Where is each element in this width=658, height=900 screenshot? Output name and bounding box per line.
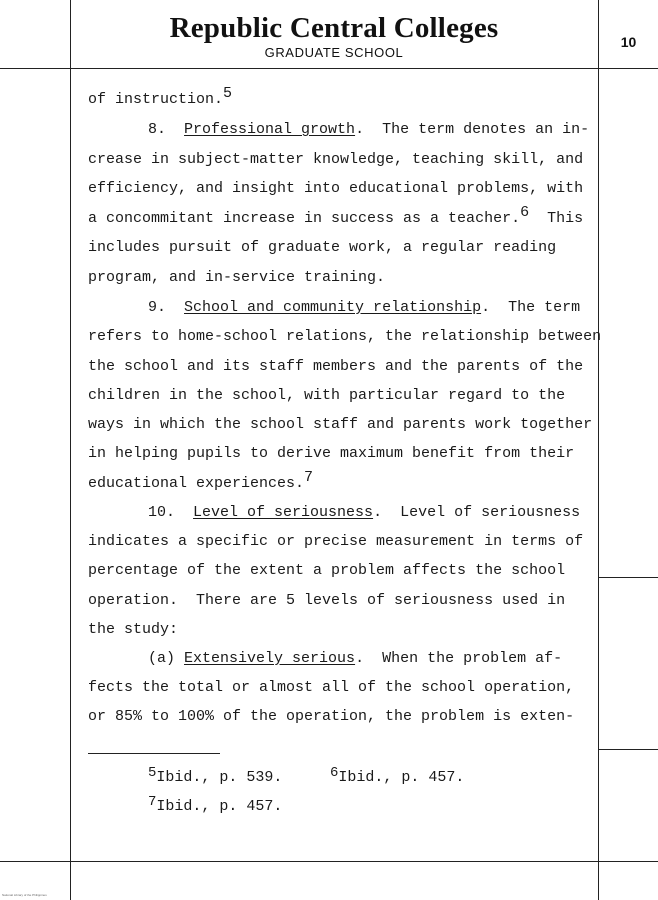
- bottom-rule: [0, 861, 658, 862]
- footnote-ref: 7: [304, 469, 314, 486]
- defined-term: Extensively serious: [184, 650, 356, 667]
- text-line: educational experiences.$^7$: [88, 469, 314, 492]
- text-line: efficiency, and insight into educational problems, with: [88, 180, 584, 197]
- text-line: ways in which the school staff and parents work together: [88, 416, 593, 433]
- college-name: Republic Central Colleges: [169, 12, 499, 44]
- footnote-5: 5Ibid., p. 539.: [148, 765, 283, 786]
- footnote-ref: 6: [520, 204, 530, 221]
- text-line: children in the school, with particular regard to the: [88, 387, 566, 404]
- text-line: a concommitant increase in success as a teacher.$^6$ This: [88, 204, 584, 227]
- text-line: in helping pupils to derive maximum benefit from their: [88, 445, 575, 462]
- text-line: indicates a specific or precise measurement in terms of: [88, 533, 584, 550]
- text-line: crease in subject-matter knowledge, teaching skill, and: [88, 151, 584, 168]
- header-rule: [0, 68, 658, 69]
- definition-item: 10. Level of seriousness. Level of seriousness: [148, 504, 581, 521]
- text-line: the school and its staff members and the parents of the: [88, 358, 584, 375]
- school-name: GRADUATE SCHOOL: [264, 45, 404, 60]
- text-line: includes pursuit of graduate work, a regular reading: [88, 239, 557, 256]
- page-number: 10: [620, 34, 637, 50]
- right-margin-line: [598, 0, 599, 900]
- text-line: operation. There are 5 levels of seriousness used in: [88, 592, 566, 609]
- right-column-rule: [598, 749, 658, 750]
- defined-term: Professional growth: [184, 121, 356, 138]
- defined-term: Level of seriousness: [193, 504, 374, 521]
- definition-subitem: (a) Extensively serious. When the problem af-: [148, 650, 563, 667]
- text-line: percentage of the extent a problem affects the school: [88, 562, 566, 579]
- text-line: program, and in-service training.: [88, 269, 386, 286]
- defined-term: School and community relationship: [184, 299, 482, 316]
- footnote-6: 6Ibid., p. 457.: [330, 765, 465, 786]
- footnote-rule: [88, 753, 220, 754]
- text-line: refers to home-school relations, the relationship between: [88, 328, 602, 345]
- text-line: the study:: [88, 621, 179, 638]
- scan-watermark: National Library of the Philippines: [2, 893, 47, 897]
- left-margin-line: [70, 0, 71, 900]
- text-line: or 85% to 100% of the operation, the problem is exten-: [88, 708, 575, 725]
- right-column-rule: [598, 577, 658, 578]
- footnote-7: 7Ibid., p. 457.: [148, 794, 283, 815]
- definition-item: 9. School and community relationship. The term: [148, 299, 581, 316]
- definition-item: 8. Professional growth. The term denotes an in-: [148, 121, 590, 138]
- footnote-ref: 5: [223, 85, 233, 102]
- text-line: of instruction.$^5$: [88, 85, 233, 108]
- text-line: fects the total or almost all of the school operation,: [88, 679, 575, 696]
